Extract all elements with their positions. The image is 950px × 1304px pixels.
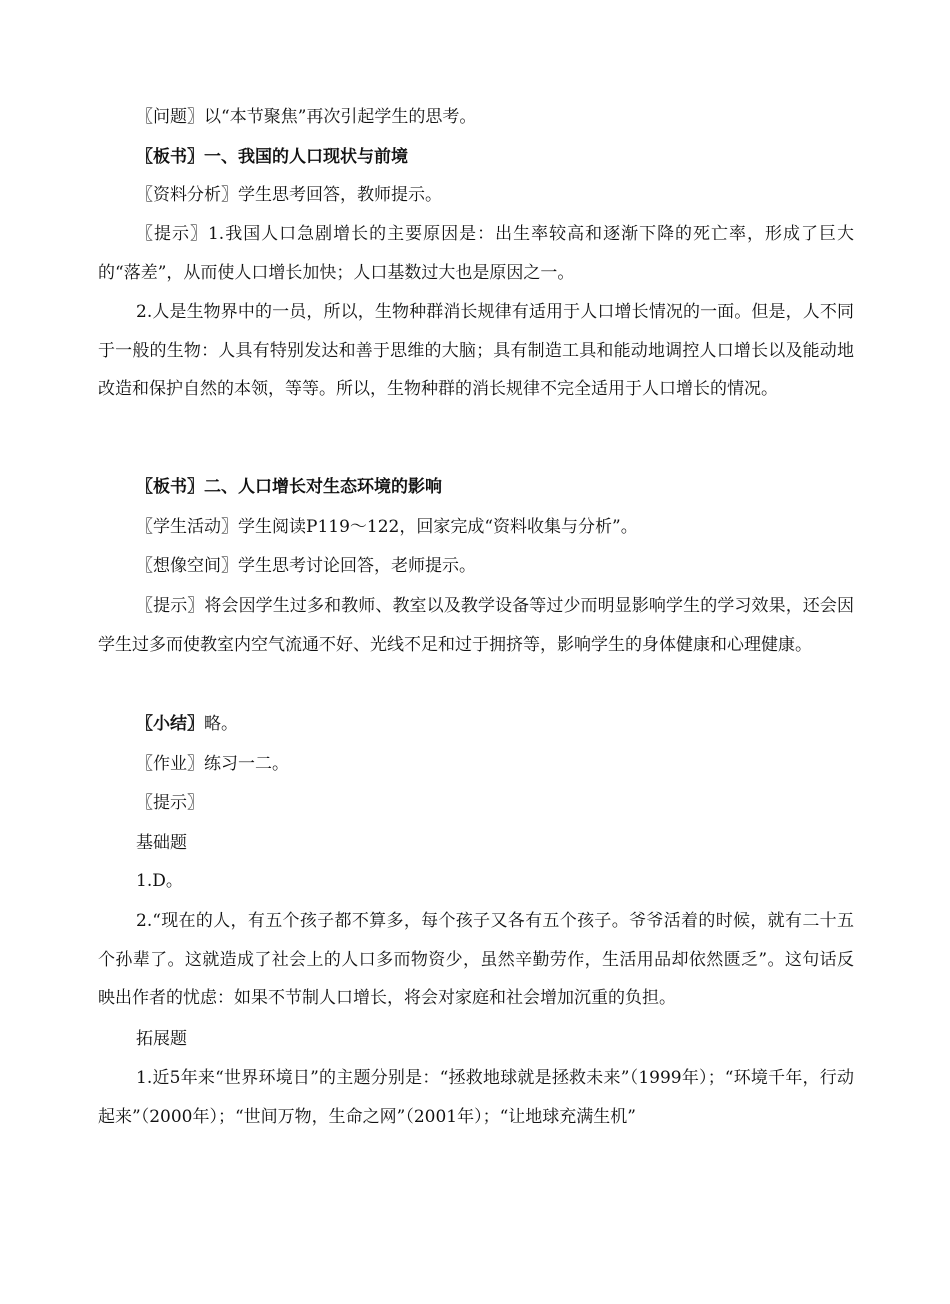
summary-label: 〖小结〗 — [136, 714, 204, 734]
blackboard-label-2: 〖板书〗 — [136, 477, 204, 497]
hint-text-2: 2.人是生物界中的一员，所以，生物种群消长规律有适用于人口增长情况的一面。但是，人不同于一般的生物：人具有特别发达和善于思维的大脑；具有制造工具和能动地调控人口增长以及能动地改造和保护自然的本领，等等。所以，生物种群的消长规律不完全适用于人口增长的情况。 — [98, 302, 854, 399]
question-label: 〖问题〗 — [136, 107, 204, 127]
blackboard-label-1: 〖板书〗 — [136, 147, 204, 167]
extension-questions-title: 拓展题 — [136, 1029, 187, 1049]
student-activity-label: 〖学生活动〗 — [136, 517, 238, 537]
section-2-title: 二、人口增长对生态环境的影响 — [204, 477, 442, 497]
hint-text-1: 1.我国人口急剧增长的主要原因是：出生率较高和逐渐下降的死亡率，形成了巨大的“落差”，从而使人口增长加快；人口基数过大也是原因之一。 — [98, 224, 855, 283]
question-text: 以“本节聚焦”再次引起学生的思考。 — [204, 107, 477, 127]
paragraph-student-activity — [98, 508, 854, 547]
subheading-extension — [98, 1020, 854, 1059]
imagination-label: 〖想像空间〗 — [136, 556, 238, 576]
paragraph-hint-3 — [98, 587, 854, 664]
heading-section-1 — [98, 138, 854, 177]
data-analysis-text: 学生思考回答，教师提示。 — [238, 185, 442, 205]
heading-section-2 — [98, 468, 854, 507]
subheading-basic — [98, 824, 854, 863]
hint-label-3: 〖提示〗 — [136, 596, 205, 616]
paragraph-imagination — [98, 547, 854, 586]
homework-text: 练习一二。 — [204, 754, 289, 774]
answer-2 — [98, 902, 854, 1018]
basic-questions-title: 基础题 — [136, 833, 187, 853]
homework-label: 〖作业〗 — [136, 754, 204, 774]
imagination-text: 学生思考讨论回答，老师提示。 — [238, 556, 476, 576]
hint-label-4: 〖提示〗 — [136, 793, 204, 813]
paragraph-homework — [98, 745, 854, 784]
section-1-title: 一、我国的人口现状与前境 — [204, 147, 408, 167]
paragraph-hint-2 — [98, 293, 854, 409]
extension-answer-1-text: 1.近5年来“世界环境日”的主题分别是：“拯救地球就是拯救未来”（1999年）；“环境千年，行动起来”（2000年）；“世间万物，生命之网”（2001年）；“让地球充满生机” — [98, 1068, 854, 1127]
hint-text-3: 将会因学生过多和教师、教室以及教学设备等过少而明显影响学生的学习效果，还会因学生过多而使教室内空气流通不好、光线不足和过于拥挤等，影响学生的身体健康和心理健康。 — [98, 596, 854, 655]
paragraph-question — [98, 98, 854, 137]
answer-1-text: 1.D。 — [136, 871, 183, 891]
paragraph-hint-4 — [98, 784, 854, 823]
answer-1 — [98, 862, 854, 901]
data-analysis-label: 〖资料分析〗 — [136, 185, 238, 205]
paragraph-hint-1 — [98, 215, 854, 292]
extension-answer-1 — [98, 1059, 854, 1136]
hint-label-1: 〖提示〗 — [136, 224, 208, 244]
student-activity-text: 学生阅读P119～122，回家完成“资料收集与分析”。 — [238, 517, 638, 537]
paragraph-summary — [98, 705, 854, 744]
answer-2-text: 2.“现在的人，有五个孩子都不算多，每个孩子又各有五个孩子。爷爷活着的时候，就有二十五个孙辈了。这就造成了社会上的人口多而物资少，虽然辛勤劳作，生活用品却依然匮乏”。这句话反映出作者的忧虑：如果不节制人口增长，将会对家庭和社会增加沉重的负担。 — [98, 911, 854, 1008]
paragraph-data-analysis — [98, 176, 854, 215]
summary-text: 略。 — [204, 714, 238, 734]
